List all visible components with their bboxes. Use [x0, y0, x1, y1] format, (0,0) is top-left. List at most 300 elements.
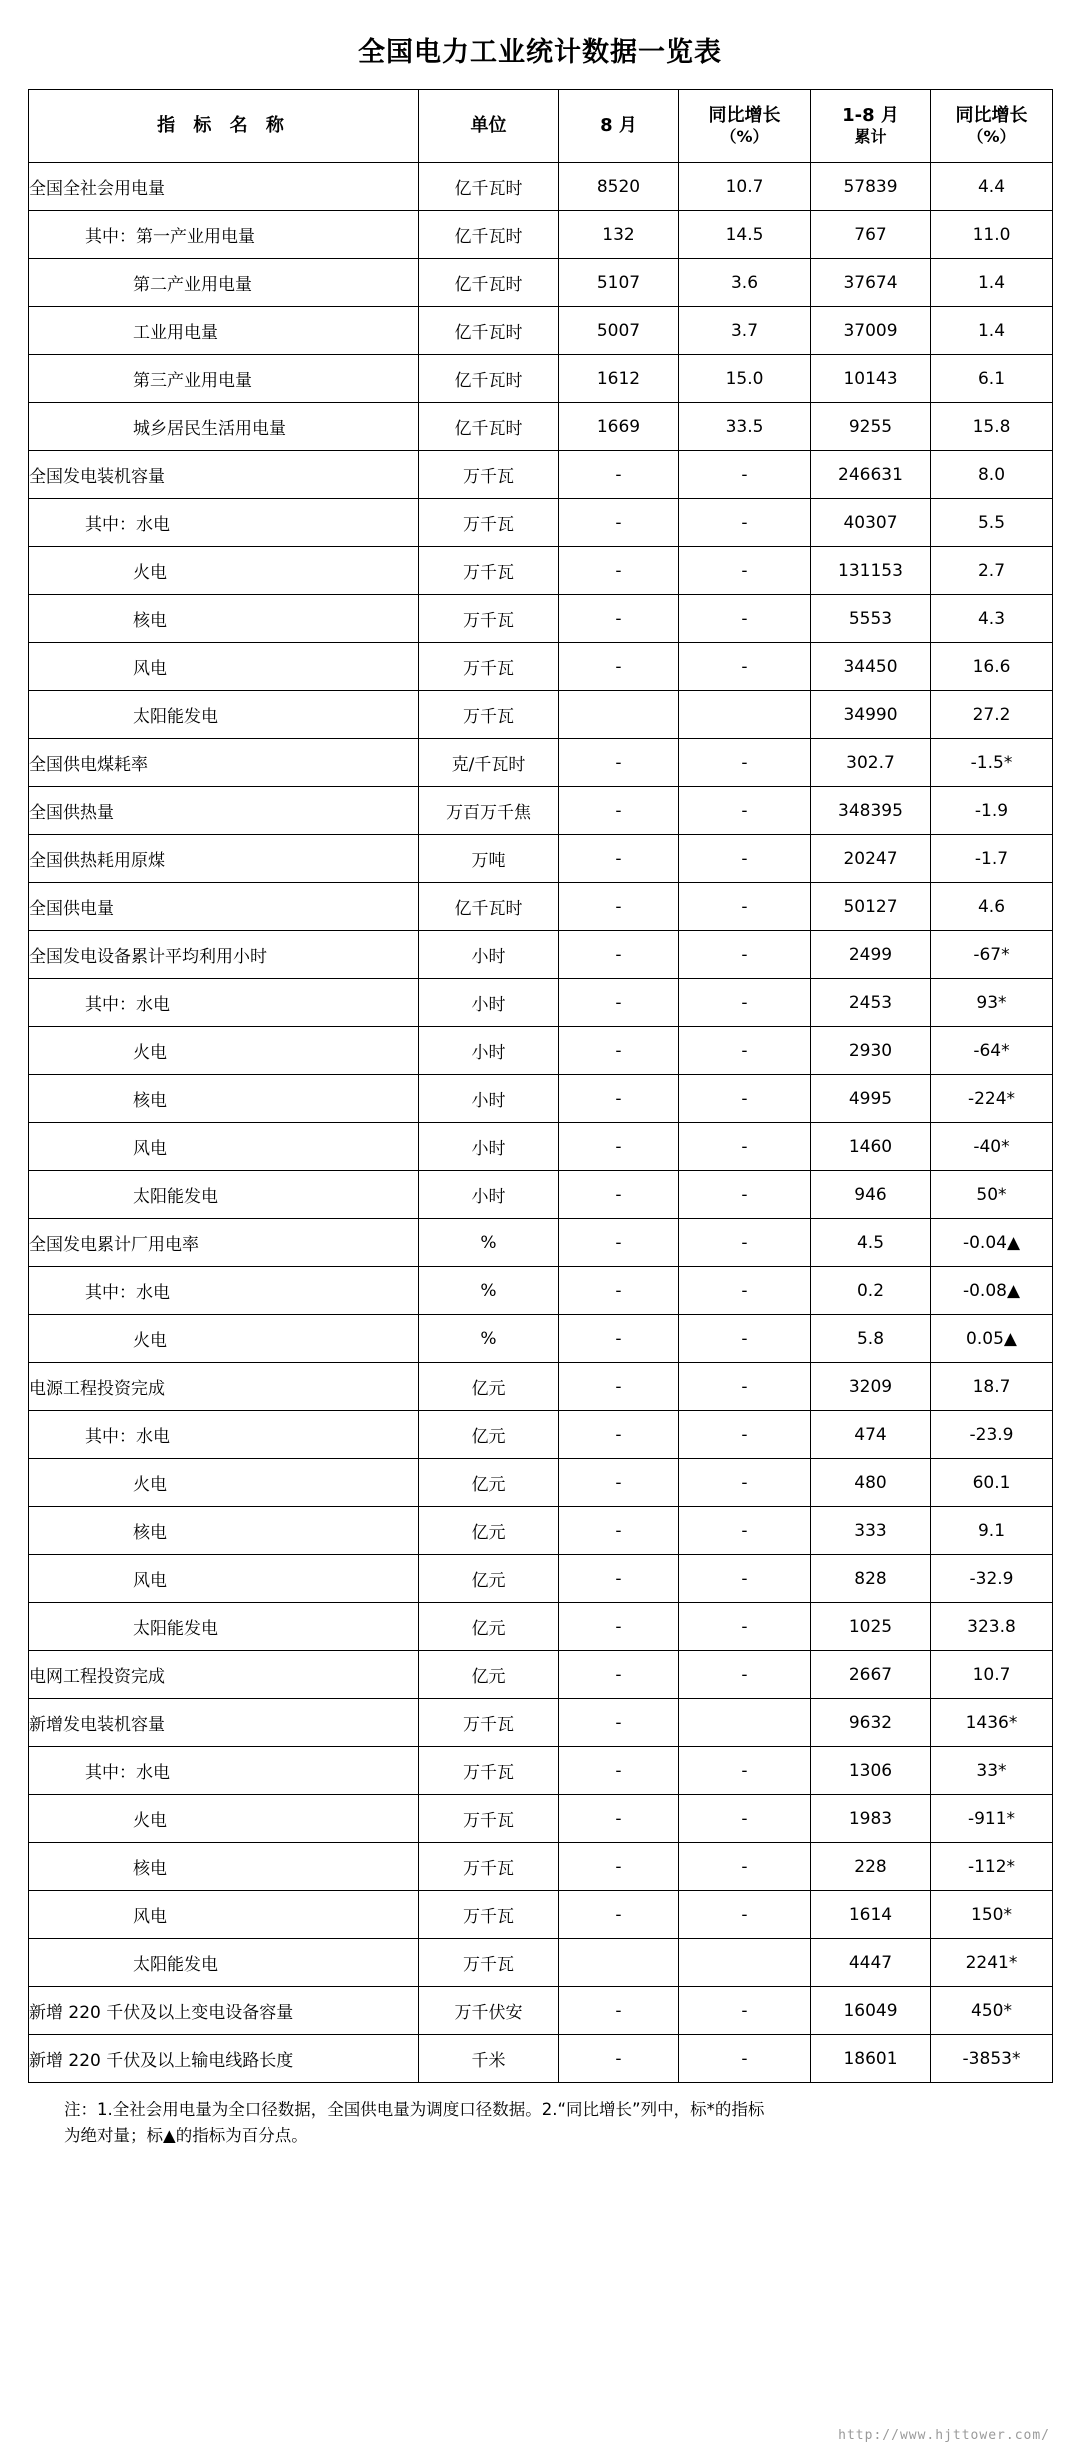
row-month-yoy: -: [679, 1651, 811, 1699]
row-indicator-name: 全国发电装机容量: [29, 451, 419, 499]
row-unit: 万千瓦: [419, 1747, 559, 1795]
row-indicator-name: 全国发电设备累计平均利用小时: [29, 931, 419, 979]
header-cumulative: [811, 90, 931, 163]
table-row: [29, 691, 1053, 739]
row-month-value: -: [559, 1171, 679, 1219]
row-indicator-name: 太阳能发电: [29, 1603, 419, 1651]
row-cumulative-yoy: 9.1: [931, 1507, 1053, 1555]
row-cumulative-yoy: 2241*: [931, 1939, 1053, 1987]
row-cumulative-yoy: 2.7: [931, 547, 1053, 595]
row-month-yoy: -: [679, 1555, 811, 1603]
row-month-value: [559, 691, 679, 739]
row-month-yoy: -: [679, 1315, 811, 1363]
row-unit: 万千瓦: [419, 1843, 559, 1891]
row-unit: 亿千瓦时: [419, 259, 559, 307]
row-indicator-name: 新增 220 千伏及以上输电线路长度: [29, 2035, 419, 2083]
row-cumulative-value: 9632: [811, 1699, 931, 1747]
header-indicator-name-label: 指 标 名 称: [157, 114, 290, 136]
row-month-yoy: -: [679, 643, 811, 691]
row-cumulative-yoy: 1436*: [931, 1699, 1053, 1747]
row-month-value: 1669: [559, 403, 679, 451]
header-yoy-month-line2: （%）: [720, 127, 769, 147]
row-month-value: -: [559, 499, 679, 547]
row-cumulative-value: 50127: [811, 883, 931, 931]
row-cumulative-yoy: 5.5: [931, 499, 1053, 547]
row-month-value: -: [559, 1267, 679, 1315]
row-unit: 万千瓦: [419, 1939, 559, 1987]
row-unit: 万千瓦: [419, 1891, 559, 1939]
row-month-yoy: -: [679, 1363, 811, 1411]
row-month-value: -: [559, 547, 679, 595]
row-month-value: -: [559, 1651, 679, 1699]
row-indicator-name: 城乡居民生活用电量: [29, 403, 419, 451]
table-row: [29, 307, 1053, 355]
row-cumulative-yoy: -1.7: [931, 835, 1053, 883]
row-cumulative-value: 18601: [811, 2035, 931, 2083]
row-cumulative-yoy: -224*: [931, 1075, 1053, 1123]
header-yoy-cumulative: [931, 90, 1053, 163]
row-month-value: -: [559, 835, 679, 883]
row-cumulative-yoy: -1.5*: [931, 739, 1053, 787]
row-cumulative-yoy: -3853*: [931, 2035, 1053, 2083]
row-indicator-name: 全国发电累计厂用电率: [29, 1219, 419, 1267]
row-cumulative-value: 9255: [811, 403, 931, 451]
row-indicator-name: 火电: [29, 1027, 419, 1075]
row-cumulative-yoy: 4.3: [931, 595, 1053, 643]
row-month-yoy: [679, 1939, 811, 1987]
row-cumulative-value: 3209: [811, 1363, 931, 1411]
header-month: 8 月: [559, 90, 679, 163]
row-month-value: -: [559, 1555, 679, 1603]
row-indicator-name: 工业用电量: [29, 307, 419, 355]
row-unit: 亿元: [419, 1651, 559, 1699]
row-unit: 亿千瓦时: [419, 355, 559, 403]
row-month-yoy: 14.5: [679, 211, 811, 259]
row-month-yoy: -: [679, 451, 811, 499]
row-unit: 万千瓦: [419, 547, 559, 595]
row-cumulative-yoy: -1.9: [931, 787, 1053, 835]
row-unit: 千米: [419, 2035, 559, 2083]
row-indicator-name: 火电: [29, 1315, 419, 1363]
row-cumulative-value: 40307: [811, 499, 931, 547]
row-cumulative-value: 228: [811, 1843, 931, 1891]
table-row: [29, 595, 1053, 643]
row-cumulative-value: 1983: [811, 1795, 931, 1843]
row-indicator-name: 太阳能发电: [29, 1171, 419, 1219]
row-unit: 万百万千焦: [419, 787, 559, 835]
table-row: [29, 547, 1053, 595]
row-cumulative-value: 474: [811, 1411, 931, 1459]
row-cumulative-yoy: 6.1: [931, 355, 1053, 403]
row-month-yoy: -: [679, 931, 811, 979]
row-indicator-name: 全国全社会用电量: [29, 163, 419, 211]
row-cumulative-yoy: 93*: [931, 979, 1053, 1027]
row-unit: 亿千瓦时: [419, 883, 559, 931]
row-month-yoy: -: [679, 499, 811, 547]
row-cumulative-yoy: -40*: [931, 1123, 1053, 1171]
row-cumulative-yoy: 18.7: [931, 1363, 1053, 1411]
row-month-value: -: [559, 931, 679, 979]
row-unit: 万吨: [419, 835, 559, 883]
row-month-value: -: [559, 1363, 679, 1411]
row-month-value: 5007: [559, 307, 679, 355]
table-row: [29, 1939, 1053, 1987]
row-cumulative-value: 946: [811, 1171, 931, 1219]
header-indicator-name: [29, 90, 419, 163]
row-month-value: 5107: [559, 259, 679, 307]
row-indicator-name: 核电: [29, 1843, 419, 1891]
row-cumulative-value: 828: [811, 1555, 931, 1603]
row-cumulative-value: 2499: [811, 931, 931, 979]
row-month-value: -: [559, 979, 679, 1027]
row-cumulative-yoy: 4.6: [931, 883, 1053, 931]
row-month-value: -: [559, 1507, 679, 1555]
row-indicator-name: 其中：水电: [29, 499, 419, 547]
header-yoy-month-line1: 同比增长: [708, 104, 781, 126]
statistics-table: [28, 89, 1053, 2083]
table-row: [29, 403, 1053, 451]
table-row: [29, 643, 1053, 691]
row-month-yoy: -: [679, 1987, 811, 2035]
row-month-value: -: [559, 1891, 679, 1939]
row-unit: 小时: [419, 931, 559, 979]
row-cumulative-value: 348395: [811, 787, 931, 835]
row-month-yoy: -: [679, 1171, 811, 1219]
table-row: [29, 1699, 1053, 1747]
row-cumulative-yoy: -64*: [931, 1027, 1053, 1075]
row-month-yoy: -: [679, 1123, 811, 1171]
row-cumulative-yoy: 4.4: [931, 163, 1053, 211]
row-month-yoy: -: [679, 595, 811, 643]
row-cumulative-value: 20247: [811, 835, 931, 883]
row-cumulative-value: 246631: [811, 451, 931, 499]
row-unit: 亿元: [419, 1555, 559, 1603]
row-indicator-name: 太阳能发电: [29, 1939, 419, 1987]
table-row: [29, 1555, 1053, 1603]
row-unit: 亿千瓦时: [419, 307, 559, 355]
table-row: [29, 1075, 1053, 1123]
table-row: [29, 1123, 1053, 1171]
row-month-value: -: [559, 1315, 679, 1363]
table-row: [29, 451, 1053, 499]
row-month-yoy: -: [679, 1411, 811, 1459]
row-cumulative-value: 2667: [811, 1651, 931, 1699]
row-indicator-name: 风电: [29, 1123, 419, 1171]
row-cumulative-value: 4447: [811, 1939, 931, 1987]
watermark: http://www.hjttower.com/: [838, 2428, 1050, 2443]
row-unit: 万千瓦: [419, 595, 559, 643]
row-indicator-name: 第三产业用电量: [29, 355, 419, 403]
row-cumulative-value: 57839: [811, 163, 931, 211]
row-unit: %: [419, 1219, 559, 1267]
row-month-value: -: [559, 1987, 679, 2035]
row-cumulative-value: 767: [811, 211, 931, 259]
table-row: [29, 1795, 1053, 1843]
row-indicator-name: 全国供热量: [29, 787, 419, 835]
table-row: [29, 1651, 1053, 1699]
row-month-value: -: [559, 1123, 679, 1171]
row-month-value: -: [559, 1219, 679, 1267]
row-cumulative-yoy: 15.8: [931, 403, 1053, 451]
row-month-value: -: [559, 787, 679, 835]
row-indicator-name: 第二产业用电量: [29, 259, 419, 307]
row-month-value: -: [559, 1603, 679, 1651]
row-month-yoy: 15.0: [679, 355, 811, 403]
table-row: [29, 1891, 1053, 1939]
row-cumulative-value: 34450: [811, 643, 931, 691]
table-body: [29, 163, 1053, 2083]
row-indicator-name: 其中：第一产业用电量: [29, 211, 419, 259]
table-row: [29, 739, 1053, 787]
table-row: [29, 1027, 1053, 1075]
row-unit: 亿元: [419, 1507, 559, 1555]
row-cumulative-value: 1025: [811, 1603, 931, 1651]
row-cumulative-yoy: 27.2: [931, 691, 1053, 739]
row-month-value: -: [559, 1795, 679, 1843]
row-unit: 万千瓦: [419, 499, 559, 547]
row-indicator-name: 其中：水电: [29, 1411, 419, 1459]
row-month-value: [559, 1939, 679, 1987]
table-row: [29, 931, 1053, 979]
row-indicator-name: 核电: [29, 595, 419, 643]
row-unit: 小时: [419, 979, 559, 1027]
table-row: [29, 1747, 1053, 1795]
row-indicator-name: 新增发电装机容量: [29, 1699, 419, 1747]
row-cumulative-value: 5.8: [811, 1315, 931, 1363]
row-month-yoy: -: [679, 1507, 811, 1555]
table-row: [29, 1987, 1053, 2035]
row-indicator-name: 核电: [29, 1507, 419, 1555]
row-indicator-name: 其中：水电: [29, 979, 419, 1027]
table-header: [29, 90, 1053, 163]
row-month-yoy: -: [679, 547, 811, 595]
row-month-value: -: [559, 739, 679, 787]
row-unit: 亿千瓦时: [419, 211, 559, 259]
row-cumulative-value: 302.7: [811, 739, 931, 787]
row-unit: 万千瓦: [419, 643, 559, 691]
row-unit: 亿千瓦时: [419, 163, 559, 211]
row-cumulative-value: 16049: [811, 1987, 931, 2035]
row-month-yoy: 3.7: [679, 307, 811, 355]
table-row: [29, 1219, 1053, 1267]
footnote-line-1: 注：1.全社会用电量为全口径数据，全国供电量为调度口径数据。2.“同比增长”列中，标*的指标: [64, 2100, 765, 2119]
row-indicator-name: 风电: [29, 643, 419, 691]
row-unit: 万千瓦: [419, 691, 559, 739]
row-cumulative-value: 480: [811, 1459, 931, 1507]
row-month-yoy: 3.6: [679, 259, 811, 307]
row-unit: 小时: [419, 1075, 559, 1123]
row-cumulative-value: 0.2: [811, 1267, 931, 1315]
row-cumulative-yoy: -67*: [931, 931, 1053, 979]
header-cumulative-line1: 1-8 月: [842, 104, 899, 126]
row-indicator-name: 全国供热耗用原煤: [29, 835, 419, 883]
table-row: [29, 1459, 1053, 1507]
row-cumulative-value: 10143: [811, 355, 931, 403]
row-month-yoy: -: [679, 1795, 811, 1843]
header-row: [29, 90, 1053, 163]
row-cumulative-yoy: 450*: [931, 1987, 1053, 2035]
row-indicator-name: 新增 220 千伏及以上变电设备容量: [29, 1987, 419, 2035]
row-indicator-name: 全国供电煤耗率: [29, 739, 419, 787]
row-cumulative-value: 1614: [811, 1891, 931, 1939]
row-month-value: -: [559, 2035, 679, 2083]
row-cumulative-yoy: 8.0: [931, 451, 1053, 499]
row-cumulative-value: 34990: [811, 691, 931, 739]
table-row: [29, 1363, 1053, 1411]
header-yoy-cumulative-line1: 同比增长: [955, 104, 1028, 126]
row-month-yoy: -: [679, 739, 811, 787]
table-row: [29, 259, 1053, 307]
row-month-value: -: [559, 595, 679, 643]
row-cumulative-yoy: -911*: [931, 1795, 1053, 1843]
table-row: [29, 355, 1053, 403]
row-indicator-name: 火电: [29, 547, 419, 595]
row-cumulative-yoy: 1.4: [931, 307, 1053, 355]
row-unit: 小时: [419, 1171, 559, 1219]
row-month-value: -: [559, 1747, 679, 1795]
row-month-value: -: [559, 1027, 679, 1075]
row-unit: 亿元: [419, 1411, 559, 1459]
row-month-value: 1612: [559, 355, 679, 403]
row-month-yoy: -: [679, 1843, 811, 1891]
row-month-yoy: -: [679, 1747, 811, 1795]
table-row: [29, 499, 1053, 547]
row-cumulative-value: 4995: [811, 1075, 931, 1123]
row-month-yoy: -: [679, 1603, 811, 1651]
row-cumulative-value: 37009: [811, 307, 931, 355]
row-cumulative-yoy: 150*: [931, 1891, 1053, 1939]
table-row: [29, 1267, 1053, 1315]
row-indicator-name: 核电: [29, 1075, 419, 1123]
header-cumulative-line2: 累计: [854, 127, 887, 147]
row-indicator-name: 其中：水电: [29, 1747, 419, 1795]
row-indicator-name: 火电: [29, 1795, 419, 1843]
row-month-value: -: [559, 1459, 679, 1507]
header-yoy-cumulative-line2: （%）: [967, 127, 1016, 147]
row-cumulative-yoy: 1.4: [931, 259, 1053, 307]
row-cumulative-yoy: 33*: [931, 1747, 1053, 1795]
row-cumulative-yoy: 11.0: [931, 211, 1053, 259]
row-cumulative-yoy: -0.08▲: [931, 1267, 1053, 1315]
row-unit: 克/千瓦时: [419, 739, 559, 787]
row-cumulative-yoy: 323.8: [931, 1603, 1053, 1651]
row-cumulative-yoy: 50*: [931, 1171, 1053, 1219]
row-month-value: -: [559, 643, 679, 691]
row-indicator-name: 太阳能发电: [29, 691, 419, 739]
row-cumulative-yoy: -112*: [931, 1843, 1053, 1891]
row-month-yoy: -: [679, 1267, 811, 1315]
row-cumulative-yoy: 0.05▲: [931, 1315, 1053, 1363]
row-cumulative-yoy: -23.9: [931, 1411, 1053, 1459]
row-month-yoy: -: [679, 979, 811, 1027]
row-unit: 亿元: [419, 1603, 559, 1651]
row-month-yoy: [679, 691, 811, 739]
row-month-value: -: [559, 1411, 679, 1459]
row-cumulative-value: 4.5: [811, 1219, 931, 1267]
table-row: [29, 1171, 1053, 1219]
row-month-value: -: [559, 451, 679, 499]
row-indicator-name: 风电: [29, 1891, 419, 1939]
table-row: [29, 163, 1053, 211]
row-month-yoy: -: [679, 1075, 811, 1123]
row-cumulative-value: 2930: [811, 1027, 931, 1075]
table-row: [29, 1411, 1053, 1459]
row-cumulative-value: 1306: [811, 1747, 931, 1795]
row-indicator-name: 全国供电量: [29, 883, 419, 931]
row-unit: 小时: [419, 1123, 559, 1171]
table-row: [29, 835, 1053, 883]
row-indicator-name: 风电: [29, 1555, 419, 1603]
row-month-value: -: [559, 883, 679, 931]
row-month-yoy: 33.5: [679, 403, 811, 451]
footnote-line-2: 为绝对量；标▲的指标为百分点。: [64, 2126, 308, 2146]
row-month-yoy: -: [679, 2035, 811, 2083]
row-cumulative-yoy: -32.9: [931, 1555, 1053, 1603]
row-month-yoy: -: [679, 1219, 811, 1267]
row-month-value: 8520: [559, 163, 679, 211]
row-unit: 亿千瓦时: [419, 403, 559, 451]
row-month-value: 132: [559, 211, 679, 259]
row-cumulative-yoy: 60.1: [931, 1459, 1053, 1507]
row-cumulative-yoy: -0.04▲: [931, 1219, 1053, 1267]
row-cumulative-value: 333: [811, 1507, 931, 1555]
row-month-yoy: -: [679, 1459, 811, 1507]
row-month-yoy: -: [679, 1027, 811, 1075]
row-cumulative-value: 5553: [811, 595, 931, 643]
header-unit: 单位: [419, 90, 559, 163]
row-month-yoy: -: [679, 1891, 811, 1939]
row-indicator-name: 电网工程投资完成: [29, 1651, 419, 1699]
row-indicator-name: 电源工程投资完成: [29, 1363, 419, 1411]
header-yoy-month: [679, 90, 811, 163]
row-indicator-name: 其中：水电: [29, 1267, 419, 1315]
row-month-value: -: [559, 1699, 679, 1747]
footnote: [28, 2097, 1052, 2150]
row-indicator-name: 火电: [29, 1459, 419, 1507]
table-row: [29, 2035, 1053, 2083]
row-unit: 小时: [419, 1027, 559, 1075]
row-unit: 万千瓦: [419, 1699, 559, 1747]
row-unit: 万千伏安: [419, 1987, 559, 2035]
table-row: [29, 1843, 1053, 1891]
row-unit: 亿元: [419, 1363, 559, 1411]
row-cumulative-yoy: 16.6: [931, 643, 1053, 691]
table-row: [29, 1315, 1053, 1363]
row-month-value: -: [559, 1075, 679, 1123]
row-cumulative-yoy: 10.7: [931, 1651, 1053, 1699]
row-cumulative-value: 1460: [811, 1123, 931, 1171]
row-unit: 亿元: [419, 1459, 559, 1507]
row-cumulative-value: 2453: [811, 979, 931, 1027]
table-row: [29, 211, 1053, 259]
table-row: [29, 1603, 1053, 1651]
row-month-value: -: [559, 1843, 679, 1891]
row-unit: 万千瓦: [419, 1795, 559, 1843]
row-month-yoy: -: [679, 835, 811, 883]
row-unit: %: [419, 1267, 559, 1315]
row-unit: 万千瓦: [419, 451, 559, 499]
table-row: [29, 979, 1053, 1027]
table-row: [29, 883, 1053, 931]
row-month-yoy: -: [679, 787, 811, 835]
row-month-yoy: 10.7: [679, 163, 811, 211]
page-title: 全国电力工业统计数据一览表: [358, 37, 722, 68]
table-row: [29, 1507, 1053, 1555]
row-unit: %: [419, 1315, 559, 1363]
row-cumulative-value: 131153: [811, 547, 931, 595]
row-month-yoy: [679, 1699, 811, 1747]
table-row: [29, 787, 1053, 835]
